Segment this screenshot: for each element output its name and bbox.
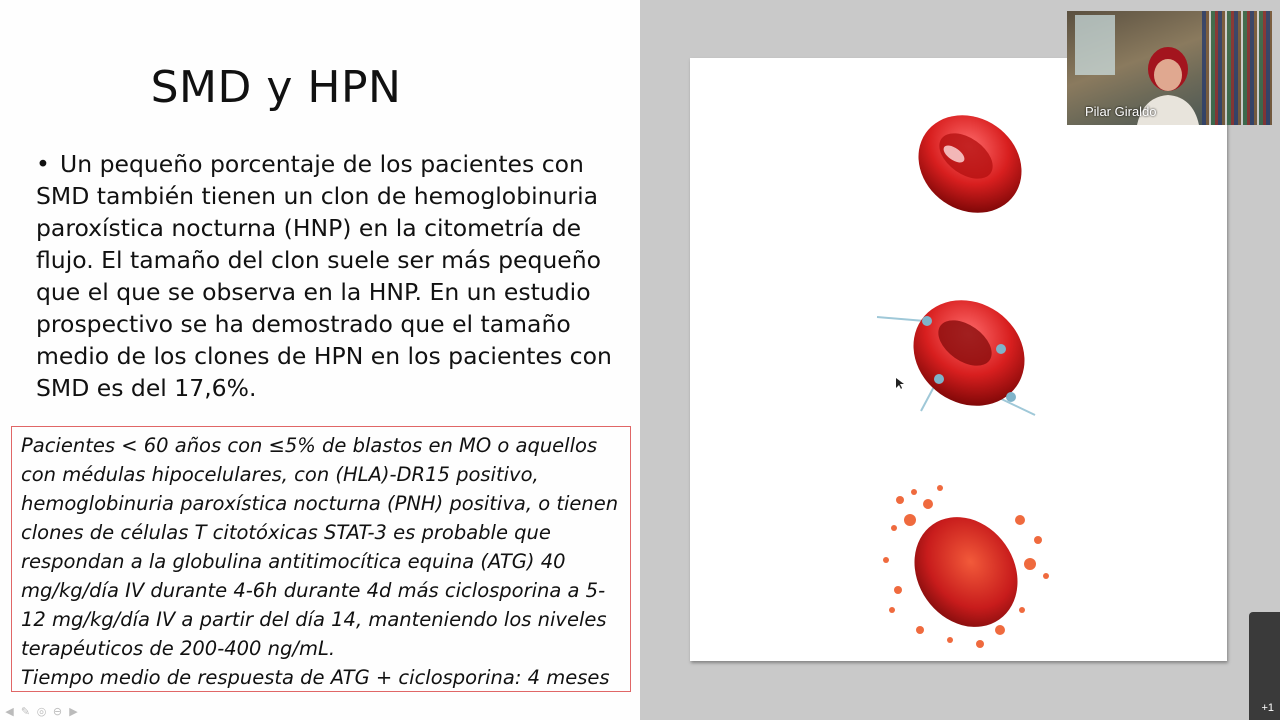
red-blood-cell-lysed-icon <box>880 480 1060 650</box>
zoom-icon[interactable]: ◎ <box>36 704 47 718</box>
bullet-paragraph <box>36 148 632 404</box>
bullet-dot-icon: • <box>36 150 50 178</box>
red-blood-cell-attacked-icon <box>875 293 1045 423</box>
next-arrow-icon[interactable]: ▶ <box>69 704 78 718</box>
treatment-note-text: Pacientes < 60 años con ≤5% de blastos en MO o aquellos con médulas hipocelulares, con (HLA)-DR15 positivo, hemoglobinuria paroxística nocturna (PNH) positiva, o tienen clones de células T citotóxicas STAT-3 es probable que respondan a la globulina antitimocítica equina (ATG) 40 mg/kg/día IV durante 4-6h durante 4d más ciclosporina a 5-12 mg/kg/día IV a partir del día 14, manteniendo los niveles terapéuticos de 200-400 ng/mL. <box>21 434 619 660</box>
bookshelf-background <box>1202 11 1272 125</box>
bullet-text: Un pequeño porcentaje de los pacientes con SMD también tienen un clon de hemoglobinuria paroxística nocturna (HNP) en la citometría de flujo. El tamaño del clon suele ser más pequeño que el que se observa en la HNP. En un estudio prospectivo se ha demostrado que el tamaño medio de los clones de HPN en los pacientes con SMD es del 17,6%. <box>36 150 612 402</box>
illustration-card <box>690 58 1227 661</box>
slide-title: SMD y HPN <box>150 62 402 113</box>
pen-icon[interactable]: ✎ <box>20 704 31 718</box>
slide-controls <box>3 704 80 718</box>
prev-arrow-icon[interactable]: ◀ <box>5 704 14 718</box>
participants-side-tab[interactable] <box>1249 612 1280 720</box>
menu-icon[interactable]: ⊖ <box>52 704 63 718</box>
mouse-cursor-icon <box>896 378 904 390</box>
response-time-text: Tiempo medio de respuesta de ATG + ciclosporina: 4 meses <box>21 666 610 689</box>
treatment-note-box <box>11 426 631 692</box>
participants-count: +1 <box>1261 702 1274 714</box>
participant-video-tile[interactable] <box>1067 11 1272 125</box>
red-blood-cell-intact-icon <box>910 108 1030 220</box>
background-window <box>1075 15 1115 75</box>
participant-name: Pilar Giraldo <box>1085 104 1157 119</box>
